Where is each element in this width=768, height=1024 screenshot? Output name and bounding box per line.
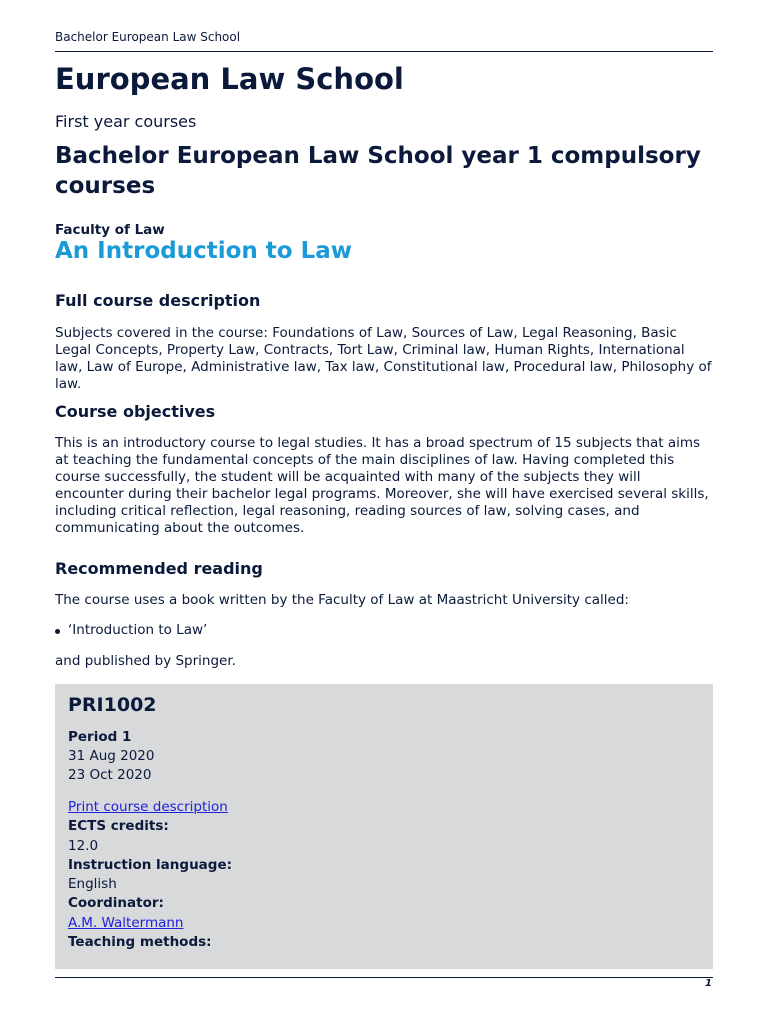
reading-intro: The course uses a book written by the Faculty of Law at Maastricht University called: bbox=[55, 592, 629, 608]
list-item: ‘Introduction to Law’ bbox=[55, 622, 207, 638]
coordinator-label: Coordinator: bbox=[68, 895, 164, 911]
reading-heading: Recommended reading bbox=[55, 559, 263, 578]
ects-value: 12.0 bbox=[68, 838, 99, 854]
faculty-label: Faculty of Law bbox=[55, 222, 165, 238]
footer-divider bbox=[55, 977, 713, 978]
page-number: 1 bbox=[705, 978, 712, 989]
objectives-heading: Course objectives bbox=[55, 402, 216, 421]
course-code: PRI1002 bbox=[68, 694, 157, 716]
reading-outro: and published by Springer. bbox=[55, 653, 236, 669]
course-info-box bbox=[55, 684, 713, 969]
subtitle: First year courses bbox=[55, 112, 197, 131]
teaching-methods-label: Teaching methods: bbox=[68, 934, 212, 950]
print-course-link[interactable]: Print course description bbox=[68, 799, 228, 815]
language-label: Instruction language: bbox=[68, 857, 233, 873]
running-header: Bachelor European Law School bbox=[55, 30, 241, 44]
school-title: European Law School bbox=[55, 62, 404, 96]
header-divider bbox=[55, 51, 713, 52]
coordinator-link[interactable]: A.M. Waltermann bbox=[68, 915, 184, 931]
objectives-text: This is an introductory course to legal studies. It has a broad spectrum of 15 subjects that aims at teaching the fundamental concepts of the main disciplines of law. Having completed this course successfully, the student will be acquainted with many of the subjects they will encounter during their bachelor legal programs. Moreover, she will have exercised several skills, including critical reflection, legal reasoning, reading sources of law, solving cases, and communicating about the outcomes. bbox=[55, 435, 709, 536]
language-value: English bbox=[68, 876, 117, 892]
program-title: Bachelor European Law School year 1 compulsory courses bbox=[55, 143, 701, 199]
start-date: 31 Aug 2020 bbox=[68, 748, 155, 764]
ects-label: ECTS credits: bbox=[68, 818, 169, 834]
full-description-text: Subjects covered in the course: Foundations of Law, Sources of Law, Legal Reasoning, Basic Legal Concepts, Property Law, Contracts, Tort Law, Criminal law, Human Rights, International law, Law of Europe, Administrative law, Tax law, Constitutional law, Procedural law, Philosophy of law. bbox=[55, 325, 712, 392]
period-label: Period 1 bbox=[68, 729, 132, 745]
reading-list bbox=[55, 622, 207, 638]
course-title: An Introduction to Law bbox=[55, 238, 353, 264]
end-date: 23 Oct 2020 bbox=[68, 767, 152, 783]
full-description-heading: Full course description bbox=[55, 291, 261, 310]
